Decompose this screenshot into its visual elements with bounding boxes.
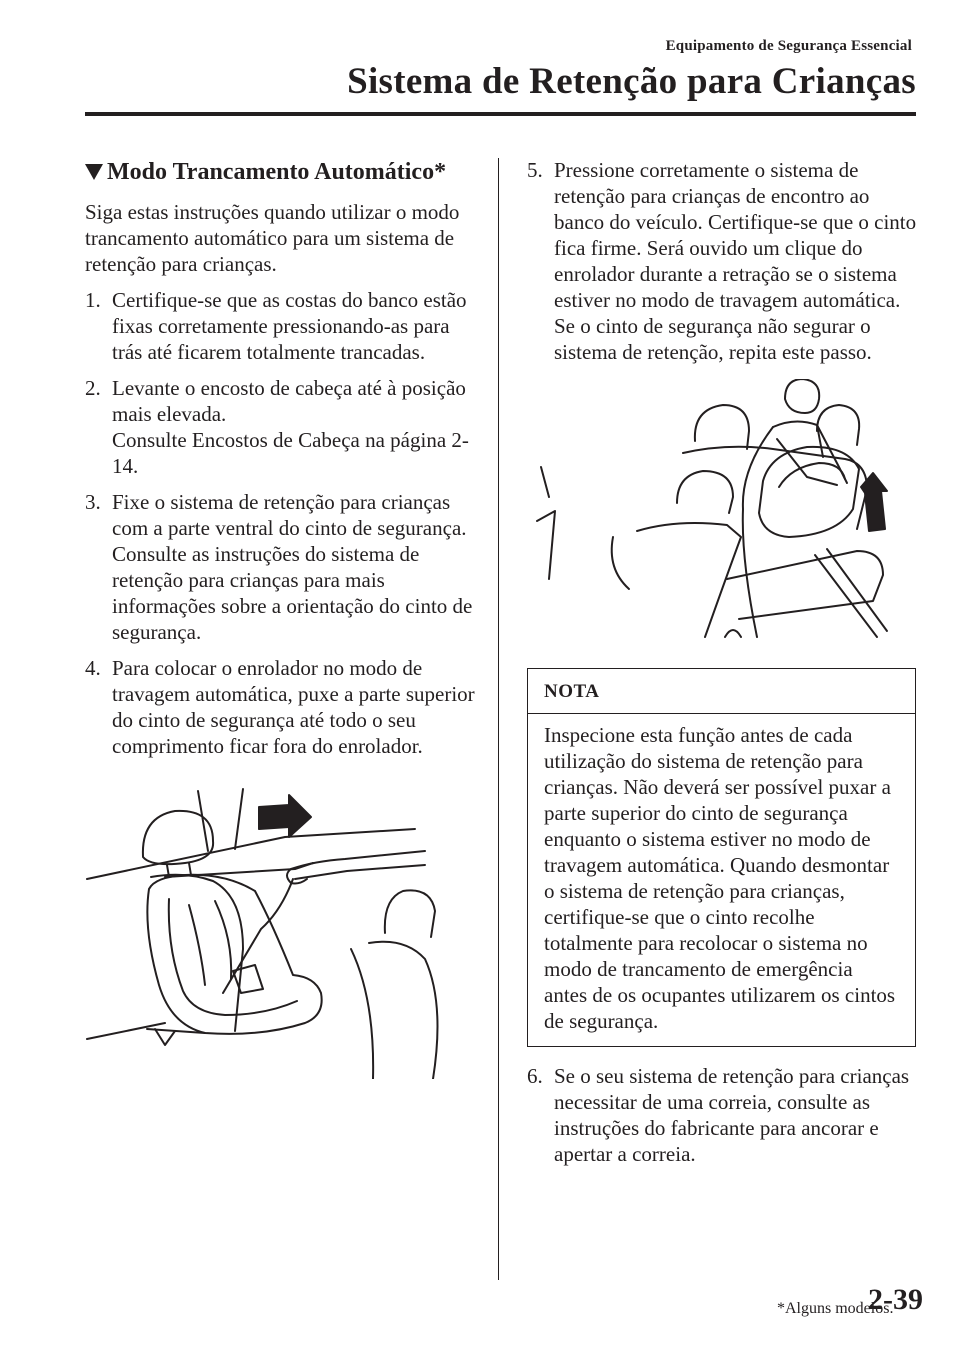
step-4 xyxy=(85,655,475,759)
column-divider xyxy=(498,158,499,1280)
note-box xyxy=(527,668,916,1047)
intro-paragraph: Siga estas instruções quando utilizar o modo trancamento automático para um sistema de retenção para crianças. xyxy=(85,200,460,276)
step-text: Levante o encosto de cabeça até à posição mais elevada. xyxy=(112,376,466,426)
right-column xyxy=(527,157,917,1177)
step-number: 5. xyxy=(527,158,543,182)
step-2 xyxy=(85,375,475,479)
step-text: Pressione corretamente o sistema de retenção para crianças de encontro ao banco do veículo. Certifique-se que o cinto fica firme. Será ouvido um clique do enrolador durante a retração se o sistema estiver no modo de travagem automática. Se o cinto de segurança não segurar o sistema de retenção, repita este passo. xyxy=(554,158,917,364)
belt-pull-illustration xyxy=(85,779,475,1079)
step-reference: Consulte Encostos de Cabeça na página 2-14. xyxy=(112,428,469,478)
step-6 xyxy=(527,1063,917,1167)
step-3 xyxy=(85,489,475,645)
step-text: Se o seu sistema de retenção para crianças necessitar de uma correia, consulte as instruções do fabricante para ancorar e apertar a correia. xyxy=(554,1064,910,1166)
step-number: 3. xyxy=(85,490,101,514)
step-text: Para colocar o enrolador no modo de travagem automática, puxe a parte superior do cinto de segurança até todo o seu comprimento ficar fora do enrolador. xyxy=(112,656,475,758)
step-text: Fixe o sistema de retenção para crianças com a parte ventral do cinto de segurança. Consulte as instruções do sistema de retenção para crianças para mais informações sobre a orientação do cinto de segurança. xyxy=(112,490,473,644)
page-title: Sistema de Retenção para Crianças xyxy=(347,61,916,102)
left-column xyxy=(85,157,475,1079)
note-label: NOTA xyxy=(528,669,915,714)
step-5 xyxy=(527,157,917,365)
footer-footnote: *Alguns modelos. xyxy=(777,1300,894,1317)
section-heading-text: Modo Trancamento Automático* xyxy=(107,159,447,185)
step-body xyxy=(112,375,475,479)
step-1 xyxy=(85,287,475,365)
step-number: 6. xyxy=(527,1064,543,1088)
down-triangle-icon xyxy=(85,164,103,180)
section-heading xyxy=(85,157,475,187)
step-number: 4. xyxy=(85,656,101,680)
header-section-label: Equipamento de Segurança Essencial xyxy=(665,38,912,54)
step-number: 2. xyxy=(85,376,101,400)
header-rule xyxy=(85,112,916,116)
step-number: 1. xyxy=(85,288,101,312)
step-text: Certifique-se que as costas do banco estão fixas corretamente pressionando-as para trás até ficarem totalmente trancadas. xyxy=(112,288,467,364)
note-text: Inspecione esta função antes de cada utilização do sistema de retenção para crianças. Não deverá ser possível puxar a parte superior do cinto de segurança enquanto o sistema estiver no modo de travagem automática. Quando desmontar o sistema de retenção para crianças, certifique-se que o cinto recolhe totalmente para recolocar o sistema no modo de trancamento de emergência antes de os ocupantes utilizarem os cintos de segurança. xyxy=(544,723,896,1033)
press-seat-illustration xyxy=(527,379,917,639)
page-number: 2-39 xyxy=(868,1283,923,1316)
